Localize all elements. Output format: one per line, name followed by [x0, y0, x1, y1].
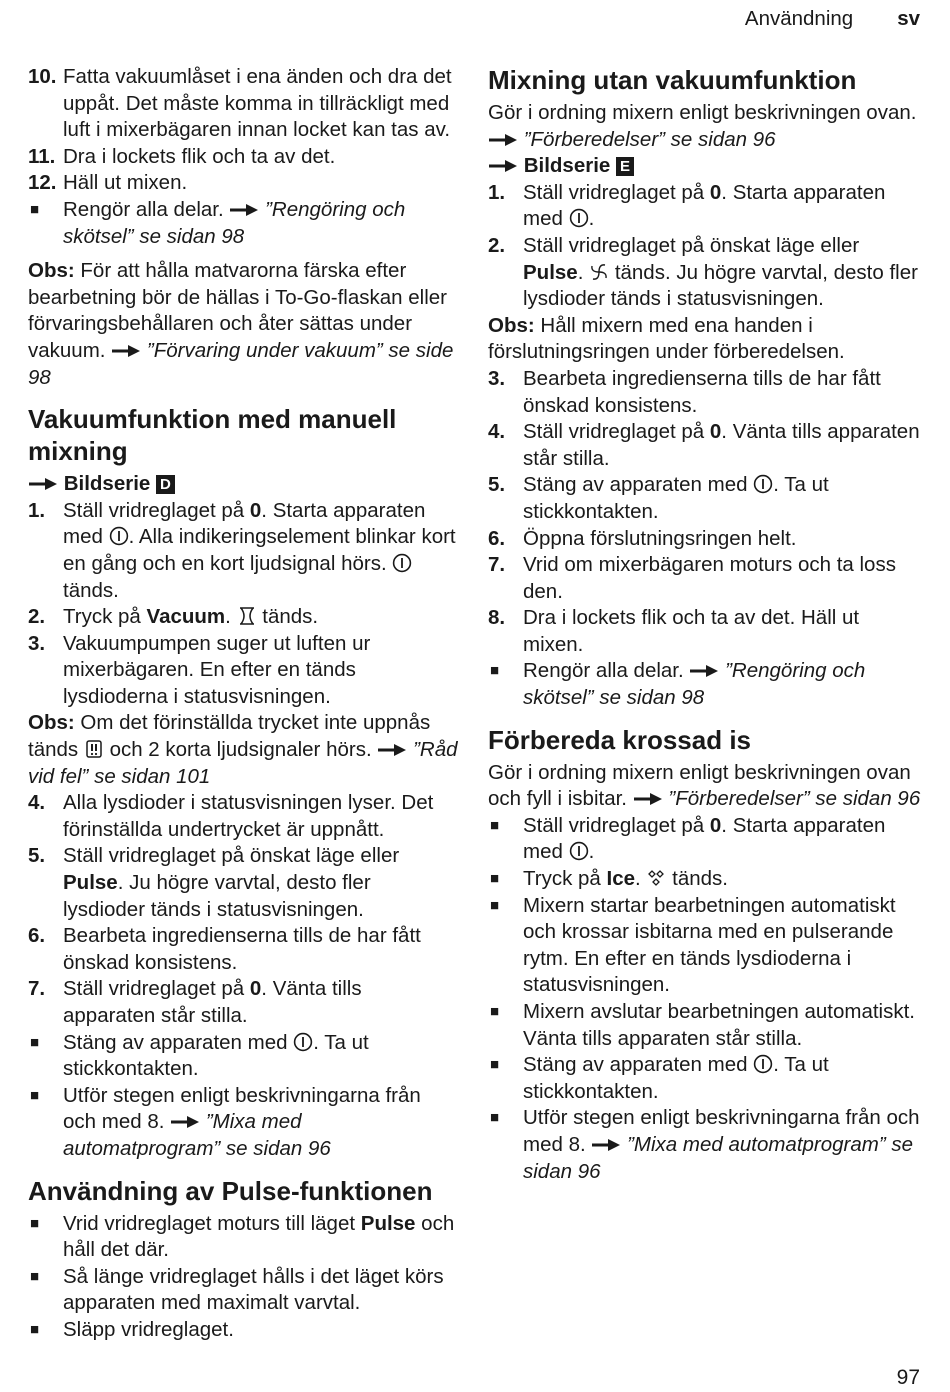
power-icon — [109, 526, 129, 546]
series-letter-badge: E — [616, 157, 634, 176]
power-icon — [569, 841, 589, 861]
step-8: 8. Dra i lockets flik och ta av det. Häll ut mixen. — [488, 606, 860, 656]
pulse-icon — [589, 262, 609, 282]
bullet-square-icon: ■ — [30, 200, 40, 218]
step-3: 3. Bearbeta ingredienserna tills de har fått önskad konsistens. — [488, 366, 881, 417]
bullet-square-icon: ■ — [490, 1109, 500, 1127]
bullet-square-icon: ■ — [490, 870, 500, 888]
bullet-clean: ■ Rengör alla delar. ”Rengöring och skötsel” se sidan 98 — [490, 659, 866, 710]
page-header — [745, 6, 920, 33]
section-heading-ice: Förbereda krossad is — [488, 724, 751, 755]
vacuum-icon — [237, 606, 257, 626]
bullet-ice-5: ■ Stäng av apparaten med . Ta ut stickkontakten. — [490, 1053, 829, 1103]
cross-reference: ”Mixa med automatprogram” se sidan 96 — [523, 1132, 914, 1183]
step-7: 7. Ställ vridreglaget på 0. Vänta tills apparaten står stilla. — [28, 977, 362, 1027]
bullet-pulse-2: ■ Så länge vridreglaget hålls i det läget körs apparaten med maximalt varvtal. — [30, 1264, 444, 1315]
step-1: 1. Ställ vridreglaget på 0. Starta apparaten med . — [488, 180, 886, 231]
bullet-square-icon: ■ — [30, 1320, 40, 1338]
step-4: 4. Ställ vridreglaget på 0. Vänta tills apparaten står stilla. — [488, 420, 920, 470]
intro-paragraph: Gör i ordning mixern enligt beskrivningen ovan. ”Förberedelser” se sidan 96 — [488, 101, 917, 151]
step-3: 3. Vakuumpumpen suger ut luften ur mixerbägaren. En efter en tänds lysdioderna i statusvisningen. — [28, 631, 371, 708]
cross-reference: ”Förberedelser” se sidan 96 — [668, 787, 921, 811]
bullet-square-icon: ■ — [30, 1033, 40, 1051]
arrow-right-icon — [111, 344, 141, 358]
step-7: 7. Vrid om mixerbägaren moturs och ta loss den. — [488, 553, 896, 603]
bullet-ice-1: ■ Ställ vridreglaget på 0. Starta apparaten med . — [490, 813, 886, 864]
note-paragraph: Obs: För att hålla matvarorna färska efter bearbetning bör de hällas i To-Go-flaskan eller förvaringsbehållaren och åter sättas under vakuum. ”Förvaring under vakuum” se side 98 — [28, 259, 454, 389]
step-number: 10. — [28, 65, 57, 88]
cross-reference: ”Förberedelser” se sidan 96 — [523, 127, 776, 151]
cross-reference: ”Förvaring under vakuum” se side 98 — [28, 338, 454, 389]
page-number: 97 — [896, 1366, 920, 1390]
arrow-right-icon — [170, 1115, 200, 1129]
bullet-square-icon: ■ — [490, 816, 500, 834]
left-column — [28, 64, 458, 1344]
bullet-square-icon: ■ — [490, 662, 500, 680]
power-icon — [753, 474, 773, 494]
step-6: 6. Öppna förslutningsringen helt. — [488, 526, 797, 550]
power-icon — [569, 208, 589, 228]
arrow-right-icon — [488, 159, 518, 173]
bullet-ice-3: ■ Mixern startar bearbetningen automatiskt och krossar isbitarna med en pulserande rytm. En efter en tänds lysdioderna i statusvisningen. — [490, 893, 896, 997]
arrow-right-icon — [591, 1138, 621, 1152]
power-icon — [392, 553, 412, 573]
bullet-square-icon: ■ — [490, 1056, 500, 1074]
image-series-ref: Bildserie E — [488, 153, 922, 180]
intro-paragraph: Gör i ordning mixern enligt beskrivningen ovan och fyll i isbitar. ”Förberedelser” se sidan 96 — [488, 760, 921, 811]
bullet-square-icon: ■ — [490, 1003, 500, 1020]
series-letter-badge: D — [156, 475, 175, 494]
section-heading-pulse: Användning av Pulse-funktionen — [28, 1175, 433, 1206]
arrow-right-icon — [633, 792, 663, 806]
header-section: Användning — [744, 7, 854, 30]
warning-icon — [84, 739, 104, 759]
image-series-ref: Bildserie D — [28, 471, 458, 498]
arrow-right-icon — [229, 203, 259, 217]
step-10: 10. Fatta vakuumlåset i ena änden och dra det uppåt. Det måste komma in tillräckligt med luft i mixerbägaren innan locket kan tas av. — [28, 65, 452, 142]
bullet-ice-2: ■ Tryck på Ice. tänds. — [488, 866, 922, 893]
arrow-right-icon — [689, 664, 719, 678]
step-11: 11. Dra i lockets flik och ta av det. — [28, 144, 336, 168]
arrow-right-icon — [28, 477, 58, 491]
bullet-square-icon: ■ — [30, 1086, 40, 1104]
cross-reference: ”Rengöring och skötsel” se sidan 98 — [63, 197, 406, 248]
bullet-ice-6: ■ Utför stegen enligt beskrivningarna från och med 8. ”Mixa med automatprogram” se sidan 96 — [490, 1106, 920, 1183]
bullet-square-icon: ■ — [30, 1214, 40, 1232]
cross-reference: ”Råd vid fel” se sidan 101 — [28, 738, 458, 788]
bullet-follow-steps: ■ Utför stegen enligt beskrivningarna från och med 8. ”Mixa med automatprogram” se sidan 96 — [30, 1083, 421, 1160]
step-12: 12. Häll ut mixen. — [28, 171, 188, 195]
note-paragraph: Obs: Håll mixern med ena handen i förslutningsringen under förberedelsen. — [488, 313, 845, 364]
section-heading-vacuum: Vakuumfunktion med manuell mixning — [28, 404, 397, 467]
power-icon — [293, 1032, 313, 1052]
step-5: 5. Stäng av apparaten med . Ta ut stickkontakten. — [488, 473, 829, 523]
cross-reference: ”Mixa med automatprogram” se sidan 96 — [63, 1110, 331, 1160]
step-2: 2. Ställ vridreglaget på önskat läge eller Pulse. tänds. Ju högre varvtal, desto fler lysdioder tänds i statusvisningen. — [488, 233, 918, 311]
bullet-pulse-1: ■ Vrid vridreglaget moturs till läget Pulse och håll det där. — [30, 1211, 455, 1262]
cross-reference: ”Rengöring och skötsel” se sidan 98 — [523, 659, 866, 710]
note-paragraph: Obs: Om det förinställda trycket inte uppnås tänds och 2 korta ljudsignaler hörs. ”Råd vid fel” se sidan 101 — [28, 711, 458, 788]
bullet-ice-4: ■ Mixern avslutar bearbetningen automatiskt. Vänta tills apparaten står stilla. — [490, 1000, 915, 1050]
bullet-square-icon: ■ — [490, 896, 500, 914]
bullet-pulse-3: ■ Släpp vridreglaget. — [28, 1317, 458, 1344]
bullet-clean: ■ Rengör alla delar. ”Rengöring och skötsel” se sidan 98 — [30, 197, 406, 248]
right-column — [488, 64, 922, 1185]
arrow-right-icon — [377, 743, 407, 757]
header-language: sv — [897, 7, 920, 30]
step-5: 5. Ställ vridreglaget på önskat läge eller Pulse. Ju högre varvtal, desto fler lysdioder tänds i statusvisningen. — [28, 844, 400, 921]
step-1: 1. Ställ vridreglaget på 0. Starta apparaten med . Alla indikeringselement blinkar kort en gång och en kort ljudsignal hörs. tänds. — [28, 498, 456, 602]
arrow-right-icon — [488, 133, 518, 147]
bullet-switch-off: ■ Stäng av apparaten med . Ta ut stickkontakten. — [30, 1030, 369, 1081]
section-heading-mixing: Mixning utan vakuumfunktion — [488, 65, 857, 95]
bullet-square-icon: ■ — [30, 1267, 40, 1285]
step-4: 4. Alla lysdioder i statusvisningen lyser. Det förinställda undertrycket är uppnått. — [28, 791, 434, 841]
power-icon — [753, 1054, 773, 1074]
step-6: 6. Bearbeta ingredienserna tills de har fått önskad konsistens. — [28, 924, 421, 974]
ice-icon — [646, 868, 666, 888]
step-2: 2. Tryck på Vacuum. tänds. — [28, 605, 319, 629]
